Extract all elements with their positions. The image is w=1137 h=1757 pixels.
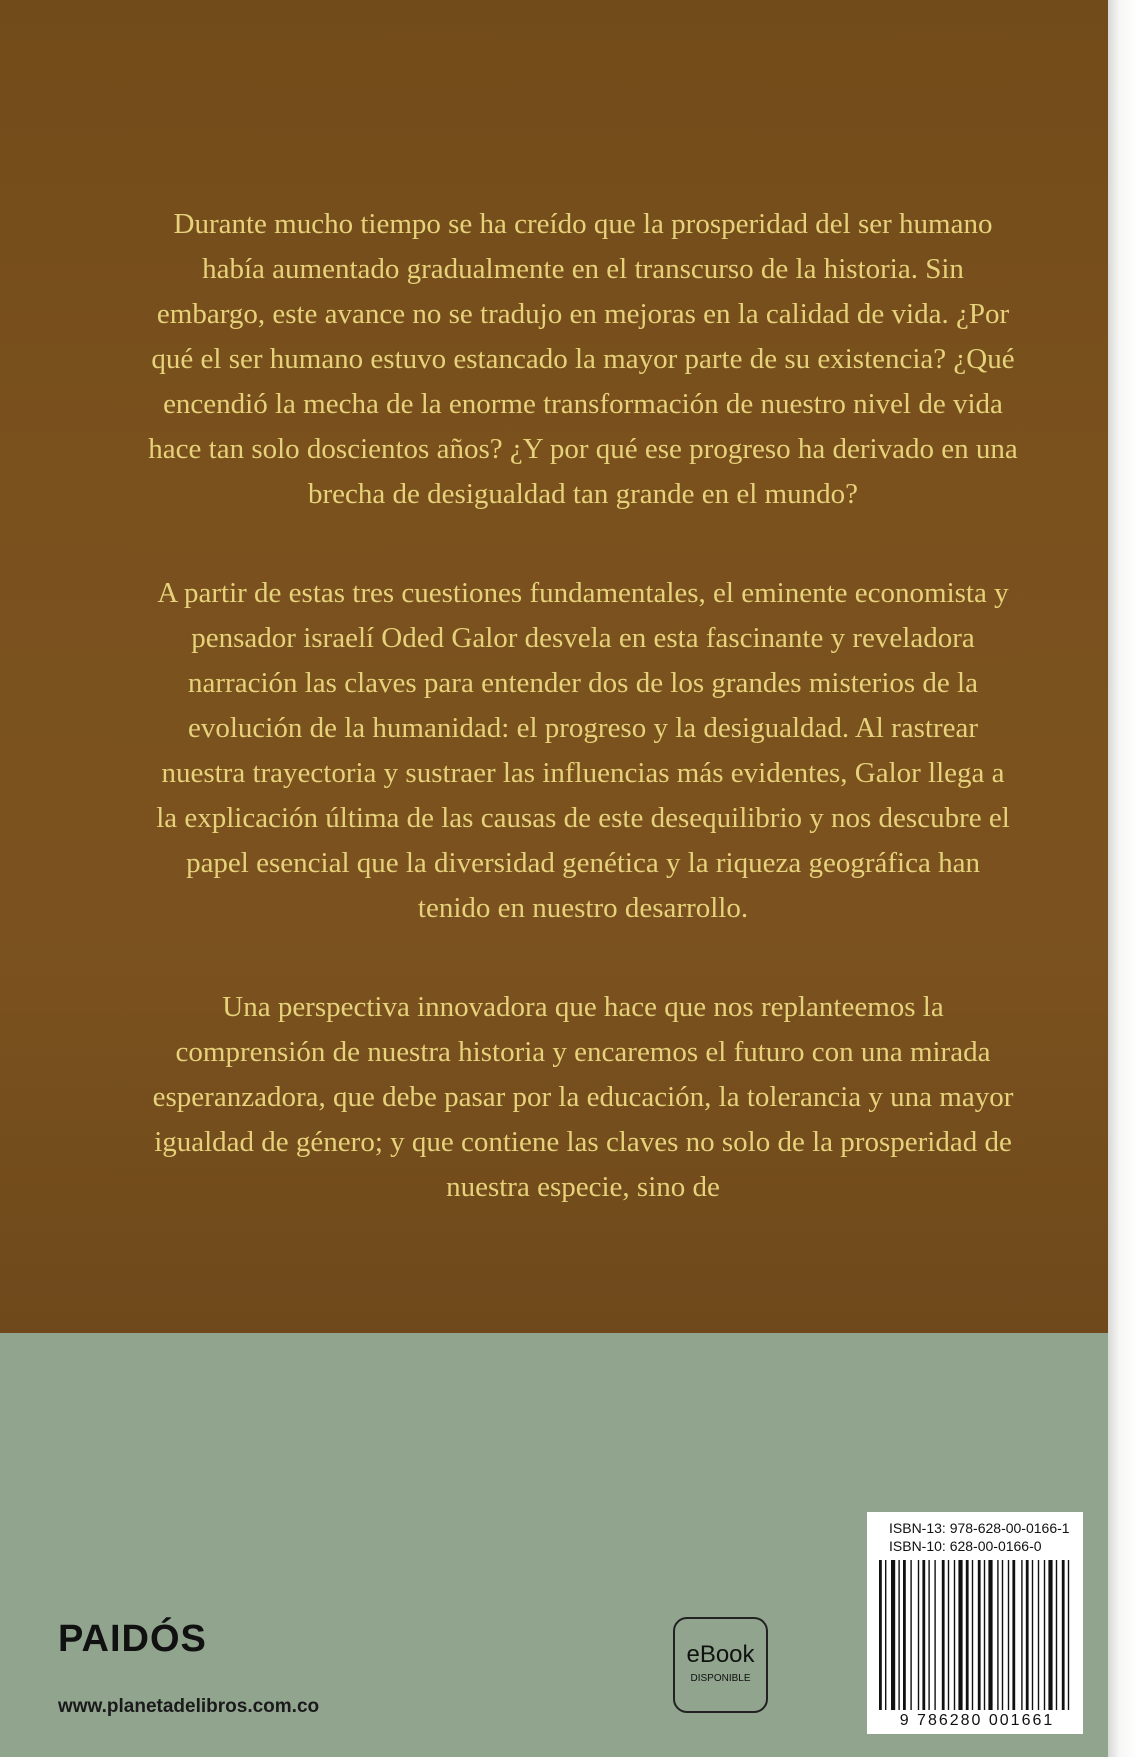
barcode-bar — [903, 1560, 906, 1710]
barcode-bar — [1012, 1560, 1015, 1710]
barcode-bar — [1062, 1560, 1065, 1710]
barcode-number: 9 786280 001661 — [899, 1712, 1055, 1729]
barcode-bar — [978, 1560, 981, 1710]
blurb-paragraph-1: Durante mucho tiempo se ha creído que la prosperidad del ser humano había aumentado gradualmente en el transcurso de la historia. Sin embargo, este avance no se tradujo en mejoras en la calidad de vida. ¿Por qué el ser humano estuvo estancado la mayor parte de su existencia? ¿Qué encendió la mecha de la enorme transformación de nuestro nivel de vida hace tan solo doscientos años? ¿Y por qué ese progreso ha derivado en una brecha de desigualdad tan grande en el mundo? — [148, 208, 1018, 510]
barcode-bar — [972, 1560, 973, 1710]
shrink-wrap-edge — [1108, 0, 1137, 1757]
publisher-website: www.planetadelibros.com.co — [58, 1696, 320, 1717]
isbn10-label: ISBN-10: 628-00-0166-0 — [889, 1538, 1042, 1554]
barcode-bar — [898, 1560, 899, 1710]
barcode-bar — [1008, 1560, 1009, 1710]
barcode-bar — [928, 1560, 929, 1710]
barcode-bar — [1056, 1560, 1057, 1710]
barcode-bar — [1048, 1560, 1052, 1710]
ebook-label: eBook — [686, 1641, 755, 1668]
barcode-bar — [885, 1560, 886, 1710]
barcode-bar — [879, 1560, 882, 1710]
ebook-badge — [673, 1617, 768, 1713]
barcode-bar — [918, 1560, 919, 1710]
barcode-icon — [879, 1560, 1071, 1710]
blurb-paragraph-2: A partir de estas tres cuestiones fundamentales, el eminente economista y pensador israelí Oded Galor desvela en esta fascinante y reveladora narración las claves para entender dos de los grandes misterios de la evolución de la humanidad: el progreso y la desigualdad. Al rastrear nuestra trayectoria y sustraer las influencias más evidentes, Galor llega a la explicación última de las causas de este desequilibrio y nos descubre el papel esencial que la diversidad genética y la riqueza geográfica han tenido en nuestro desarrollo. — [156, 577, 1010, 924]
barcode-bar — [954, 1560, 955, 1710]
barcode-bar — [891, 1560, 895, 1710]
blurb-text — [148, 202, 1018, 1210]
barcode-bar — [942, 1560, 945, 1710]
barcode-bar — [1032, 1560, 1033, 1710]
barcode-bar — [1021, 1560, 1022, 1710]
barcode-bar — [984, 1560, 985, 1710]
isbn13-label: ISBN-13: 978-628-00-0166-1 — [889, 1520, 1070, 1536]
barcode-bar — [988, 1560, 992, 1710]
barcode-bar — [948, 1560, 949, 1710]
blurb-paragraph-3: Una perspectiva innovadora que hace que nos replanteemos la comprensión de nuestra historia y encaremos el futuro con una mirada esperanzadora, que debe pasar por la educación, la tolerancia y una mayor igualdad de género; y que contiene las claves no solo de la prosperidad de nuestra especie, sino de — [152, 991, 1014, 1203]
barcode-bar — [1038, 1560, 1039, 1710]
publisher-logo: PAIDÓS — [58, 1618, 207, 1660]
barcode-bar — [922, 1560, 925, 1710]
barcode-bar — [1002, 1560, 1003, 1710]
barcode-bar — [958, 1560, 962, 1710]
barcode-bar — [1068, 1560, 1069, 1710]
barcode-bar — [1026, 1560, 1029, 1710]
barcode-bar — [966, 1560, 969, 1710]
barcode-bar — [910, 1560, 911, 1710]
barcode-bar — [1044, 1560, 1045, 1710]
barcode-bar — [997, 1560, 998, 1710]
ebook-sublabel: DISPONIBLE — [690, 1673, 751, 1684]
barcode-panel — [867, 1512, 1083, 1734]
barcode-bar — [934, 1560, 935, 1710]
